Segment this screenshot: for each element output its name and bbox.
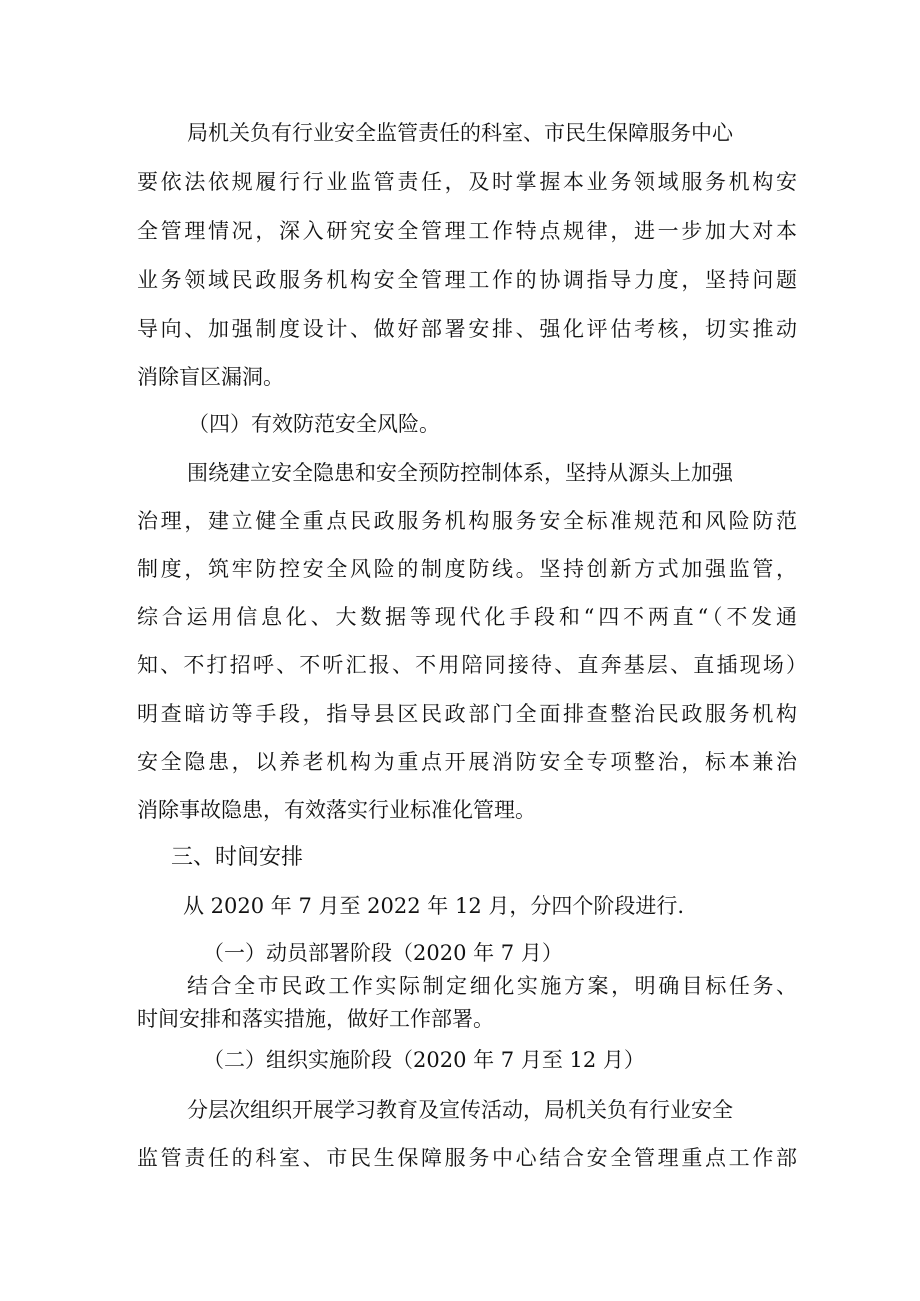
paragraph-2-line-7: 安全隐患，以养老机构为重点开展消防安全专项整治，标本兼治 (137, 750, 797, 774)
paragraph-1-line-6: 消除盲区漏洞。 (137, 365, 284, 389)
section-3-heading: 三、时间安排 (171, 845, 304, 870)
stage-1-body-line-2: 时间安排和落实措施，做好工作部署。 (137, 1007, 494, 1031)
paragraph-1-line-5: 导向、加强制度设计、做好部署安排、强化评估考核，切实推动 (137, 317, 797, 341)
schedule-intro: 从 2020 年 7 月至 2022 年 12 月，分四个阶段进行. (183, 894, 685, 918)
stage-2-body-line-2: 监管责任的科室、市民生保障服务中心结合安全管理重点工作部 (137, 1146, 797, 1170)
paragraph-1-line-1: 局机关负有行业安全监管责任的科室、市民生保障服务中心 (187, 121, 733, 145)
paragraph-1-line-3: 全管理情况，深入研究安全管理工作特点规律，进一步加大对本 (137, 219, 797, 243)
paragraph-2-line-4: 综合运用信息化、大数据等现代化手段和“四不两直“（不发通 (137, 605, 797, 629)
paragraph-2-line-6: 明查暗访等手段，指导县区民政部门全面排查整治民政服务机构 (137, 702, 797, 726)
paragraph-2-line-1: 围绕建立安全隐患和安全预防控制体系，坚持从源头上加强 (187, 461, 733, 485)
paragraph-2-line-2: 治理，建立健全重点民政服务机构服务安全标准规范和风险防范 (137, 509, 797, 533)
paragraph-2-line-5: 知、不打招呼、不听汇报、不用陪同接待、直奔基层、直插现场） (137, 653, 807, 677)
stage-1-title: （一）动员部署阶段（2020 年 7 月） (203, 941, 563, 965)
paragraph-1-line-2: 要依法依规履行行业监管责任，及时掌握本业务领域服务机构安 (137, 170, 797, 194)
stage-2-body-line-1: 分层次组织开展学习教育及宣传活动，局机关负有行业安全 (187, 1098, 733, 1122)
paragraph-2-line-8: 消除事故隐患，有效落实行业标准化管理。 (137, 798, 536, 822)
paragraph-2-line-3: 制度，筑牢防控安全风险的制度防线。坚持创新方式加强监管， (137, 557, 797, 581)
paragraph-1-line-4: 业务领域民政服务机构安全管理工作的协调指导力度，坚持问题 (137, 268, 797, 292)
subheading-4: （四）有效防范安全风险。 (188, 412, 440, 436)
stage-1-body-line-1: 结合全市民政工作实际制定细化实施方案，明确目标任务、 (187, 974, 797, 998)
stage-2-title: （二）组织实施阶段（2020 年 7 月至 12 月） (203, 1048, 645, 1072)
